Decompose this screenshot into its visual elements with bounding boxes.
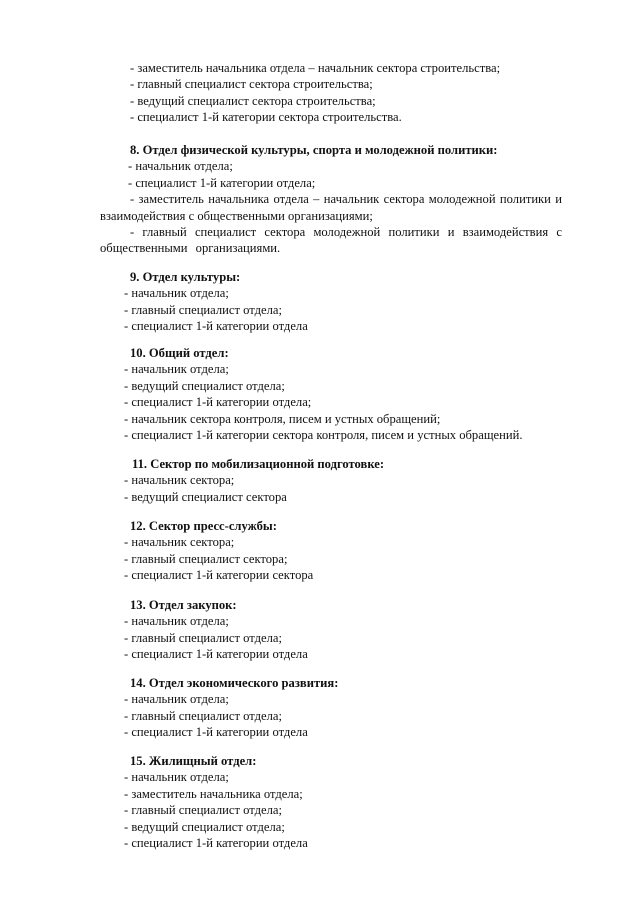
list-item: - начальник отдела; — [124, 286, 229, 301]
list-item: - ведущий специалист сектора — [124, 489, 287, 504]
section-8-heading: 8. Отдел физической культуры, спорта и молодежной политики: — [130, 143, 498, 157]
intro-list — [124, 60, 564, 126]
list-item-text: - главный специалист сектора молодежной политики и взаимодействия с общественными организациями. — [100, 225, 562, 256]
list-item: - специалист 1-й категории сектора строительства. — [130, 110, 402, 125]
section-12 — [124, 518, 564, 584]
list-item: - специалист 1-й категории отдела — [124, 319, 308, 334]
list-item: - главный специалист отдела; — [124, 708, 282, 723]
list-item: - специалист 1-й категории сектора контроля, писем и устных обращений. — [124, 428, 523, 443]
list-item: - главный специалист отдела; — [124, 630, 282, 645]
list-item: - начальник отдела; — [128, 159, 233, 174]
section-9-heading: 9. Отдел культуры: — [130, 270, 241, 284]
list-item: - начальник отдела; — [124, 770, 229, 785]
list-item: - специалист 1-й категории отдела; — [124, 395, 312, 410]
section-12-heading: 12. Сектор пресс-службы: — [130, 519, 277, 533]
section-14-heading: 14. Отдел экономического развития: — [130, 676, 339, 690]
section-11 — [124, 456, 564, 505]
section-10-heading: 10. Общий отдел: — [130, 346, 229, 360]
section-13 — [124, 597, 564, 663]
list-item: - главный специалист отдела; — [124, 803, 282, 818]
list-item: - заместитель начальника отдела; — [124, 786, 303, 801]
section-11-heading: 11. Сектор по мобилизационной подготовке: — [132, 457, 385, 471]
list-item: - специалист 1-й категории отдела — [124, 725, 308, 740]
list-item: - начальник отдела; — [124, 614, 229, 629]
list-item — [100, 191, 562, 224]
list-item: - ведущий специалист отдела; — [124, 378, 285, 393]
section-9 — [124, 269, 564, 335]
list-item: - главный специалист сектора строительства; — [130, 77, 373, 92]
list-item: - специалист 1-й категории отдела — [124, 836, 308, 851]
section-15 — [124, 753, 564, 851]
list-item-text: - заместитель начальника отдела – начальник сектора молодежной политики и взаимодействия с общественными организациями; — [100, 192, 562, 223]
list-item: - главный специалист сектора; — [124, 551, 288, 566]
list-item: - начальник сектора; — [124, 473, 235, 488]
section-15-heading: 15. Жилищный отдел: — [130, 754, 257, 768]
list-item: - начальник сектора контроля, писем и устных обращений; — [124, 411, 441, 426]
list-item: - специалист 1-й категории сектора — [124, 568, 314, 583]
list-item: - начальник сектора; — [124, 535, 235, 550]
list-item — [100, 224, 562, 257]
list-item: - заместитель начальника отдела – начальник сектора строительства; — [130, 61, 501, 75]
list-item: - ведущий специалист отдела; — [124, 819, 285, 834]
section-14 — [124, 675, 564, 741]
section-13-heading: 13. Отдел закупок: — [130, 598, 237, 612]
section-8 — [100, 142, 562, 257]
list-item: - главный специалист отдела; — [124, 302, 282, 317]
list-item: - специалист 1-й категории отдела — [124, 647, 308, 662]
list-item: - начальник отдела; — [124, 362, 229, 377]
list-item: - начальник отдела; — [124, 692, 229, 707]
section-10 — [124, 345, 564, 443]
list-item: - ведущий специалист сектора строительства; — [130, 93, 376, 108]
list-item: - специалист 1-й категории отдела; — [128, 175, 316, 190]
